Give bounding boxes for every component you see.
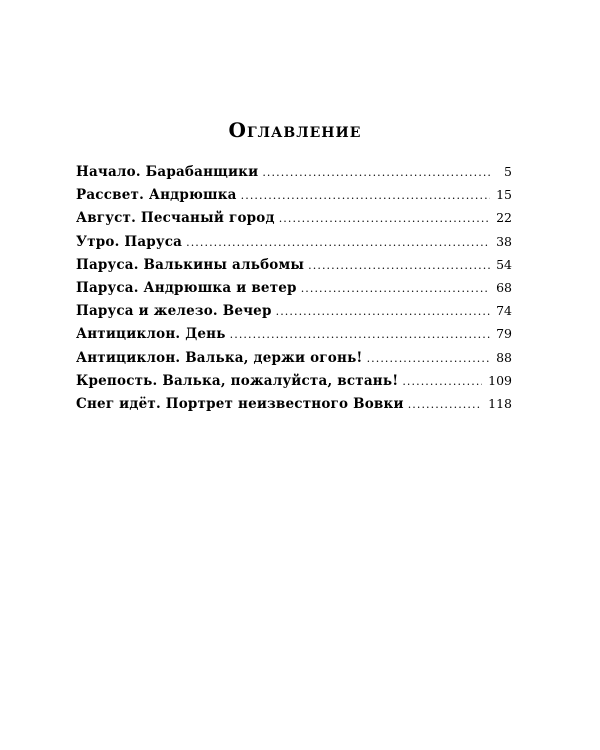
toc-list bbox=[76, 160, 512, 415]
toc-entry bbox=[76, 299, 512, 322]
toc-dot-leader bbox=[308, 254, 490, 277]
toc-page-number: 74 bbox=[496, 303, 512, 319]
toc-page-number: 68 bbox=[496, 279, 512, 295]
toc-page-number: 118 bbox=[488, 395, 512, 411]
toc-entry-title: Начало. Барабанщики bbox=[76, 164, 259, 180]
toc-entry-title: Антициклон. День bbox=[76, 326, 226, 343]
toc-dot-leader bbox=[186, 231, 490, 254]
toc-page-number: 54 bbox=[496, 256, 512, 272]
toc-entry-title: Паруса. Валькины альбомы bbox=[76, 256, 305, 273]
toc-dot-leader bbox=[262, 161, 492, 184]
toc-dot-leader bbox=[301, 277, 490, 300]
toc-entry-title: Утро. Паруса bbox=[76, 233, 183, 250]
toc-dot-leader bbox=[276, 300, 490, 323]
toc-entry-title: Антициклон. Валька, держи огонь! bbox=[76, 349, 363, 366]
toc-page-number: 38 bbox=[496, 233, 512, 249]
toc-entry bbox=[76, 160, 512, 183]
toc-entry bbox=[76, 206, 512, 229]
toc-page-number: 5 bbox=[504, 164, 512, 179]
toc-page-number: 15 bbox=[496, 187, 512, 203]
toc-page-number: 79 bbox=[496, 326, 512, 342]
toc-entry bbox=[76, 322, 512, 345]
toc-page-number: 22 bbox=[496, 210, 512, 226]
toc-entry bbox=[76, 392, 512, 415]
toc-entry bbox=[76, 276, 512, 299]
toc-dot-leader bbox=[367, 347, 491, 370]
toc-entry bbox=[76, 253, 512, 276]
toc-dot-leader bbox=[402, 370, 482, 393]
toc-entry bbox=[76, 230, 512, 253]
toc-entry-title: Август. Песчаный город bbox=[76, 210, 275, 227]
toc-entry-title: Паруса. Андрюшка и ветер bbox=[76, 279, 297, 296]
toc-dot-leader bbox=[279, 207, 490, 230]
toc-entry bbox=[76, 346, 512, 369]
toc-dot-leader bbox=[408, 393, 482, 416]
toc-dot-leader bbox=[241, 184, 490, 207]
toc-entry-title: Паруса и железо. Вечер bbox=[76, 303, 272, 320]
toc-page-number: 109 bbox=[488, 372, 512, 388]
toc-entry-title: Снег идёт. Портрет неизвестного Вовки bbox=[76, 395, 404, 412]
toc-page-number: 88 bbox=[496, 349, 512, 365]
toc-heading: Оглавление bbox=[228, 118, 362, 142]
toc-entry-title: Крепость. Валька, пожалуйста, встань! bbox=[76, 372, 399, 389]
toc-entry bbox=[76, 183, 512, 206]
toc-entry-title: Рассвет. Андрюшка bbox=[76, 187, 237, 204]
toc-dot-leader bbox=[230, 323, 490, 346]
toc-entry bbox=[76, 369, 512, 392]
